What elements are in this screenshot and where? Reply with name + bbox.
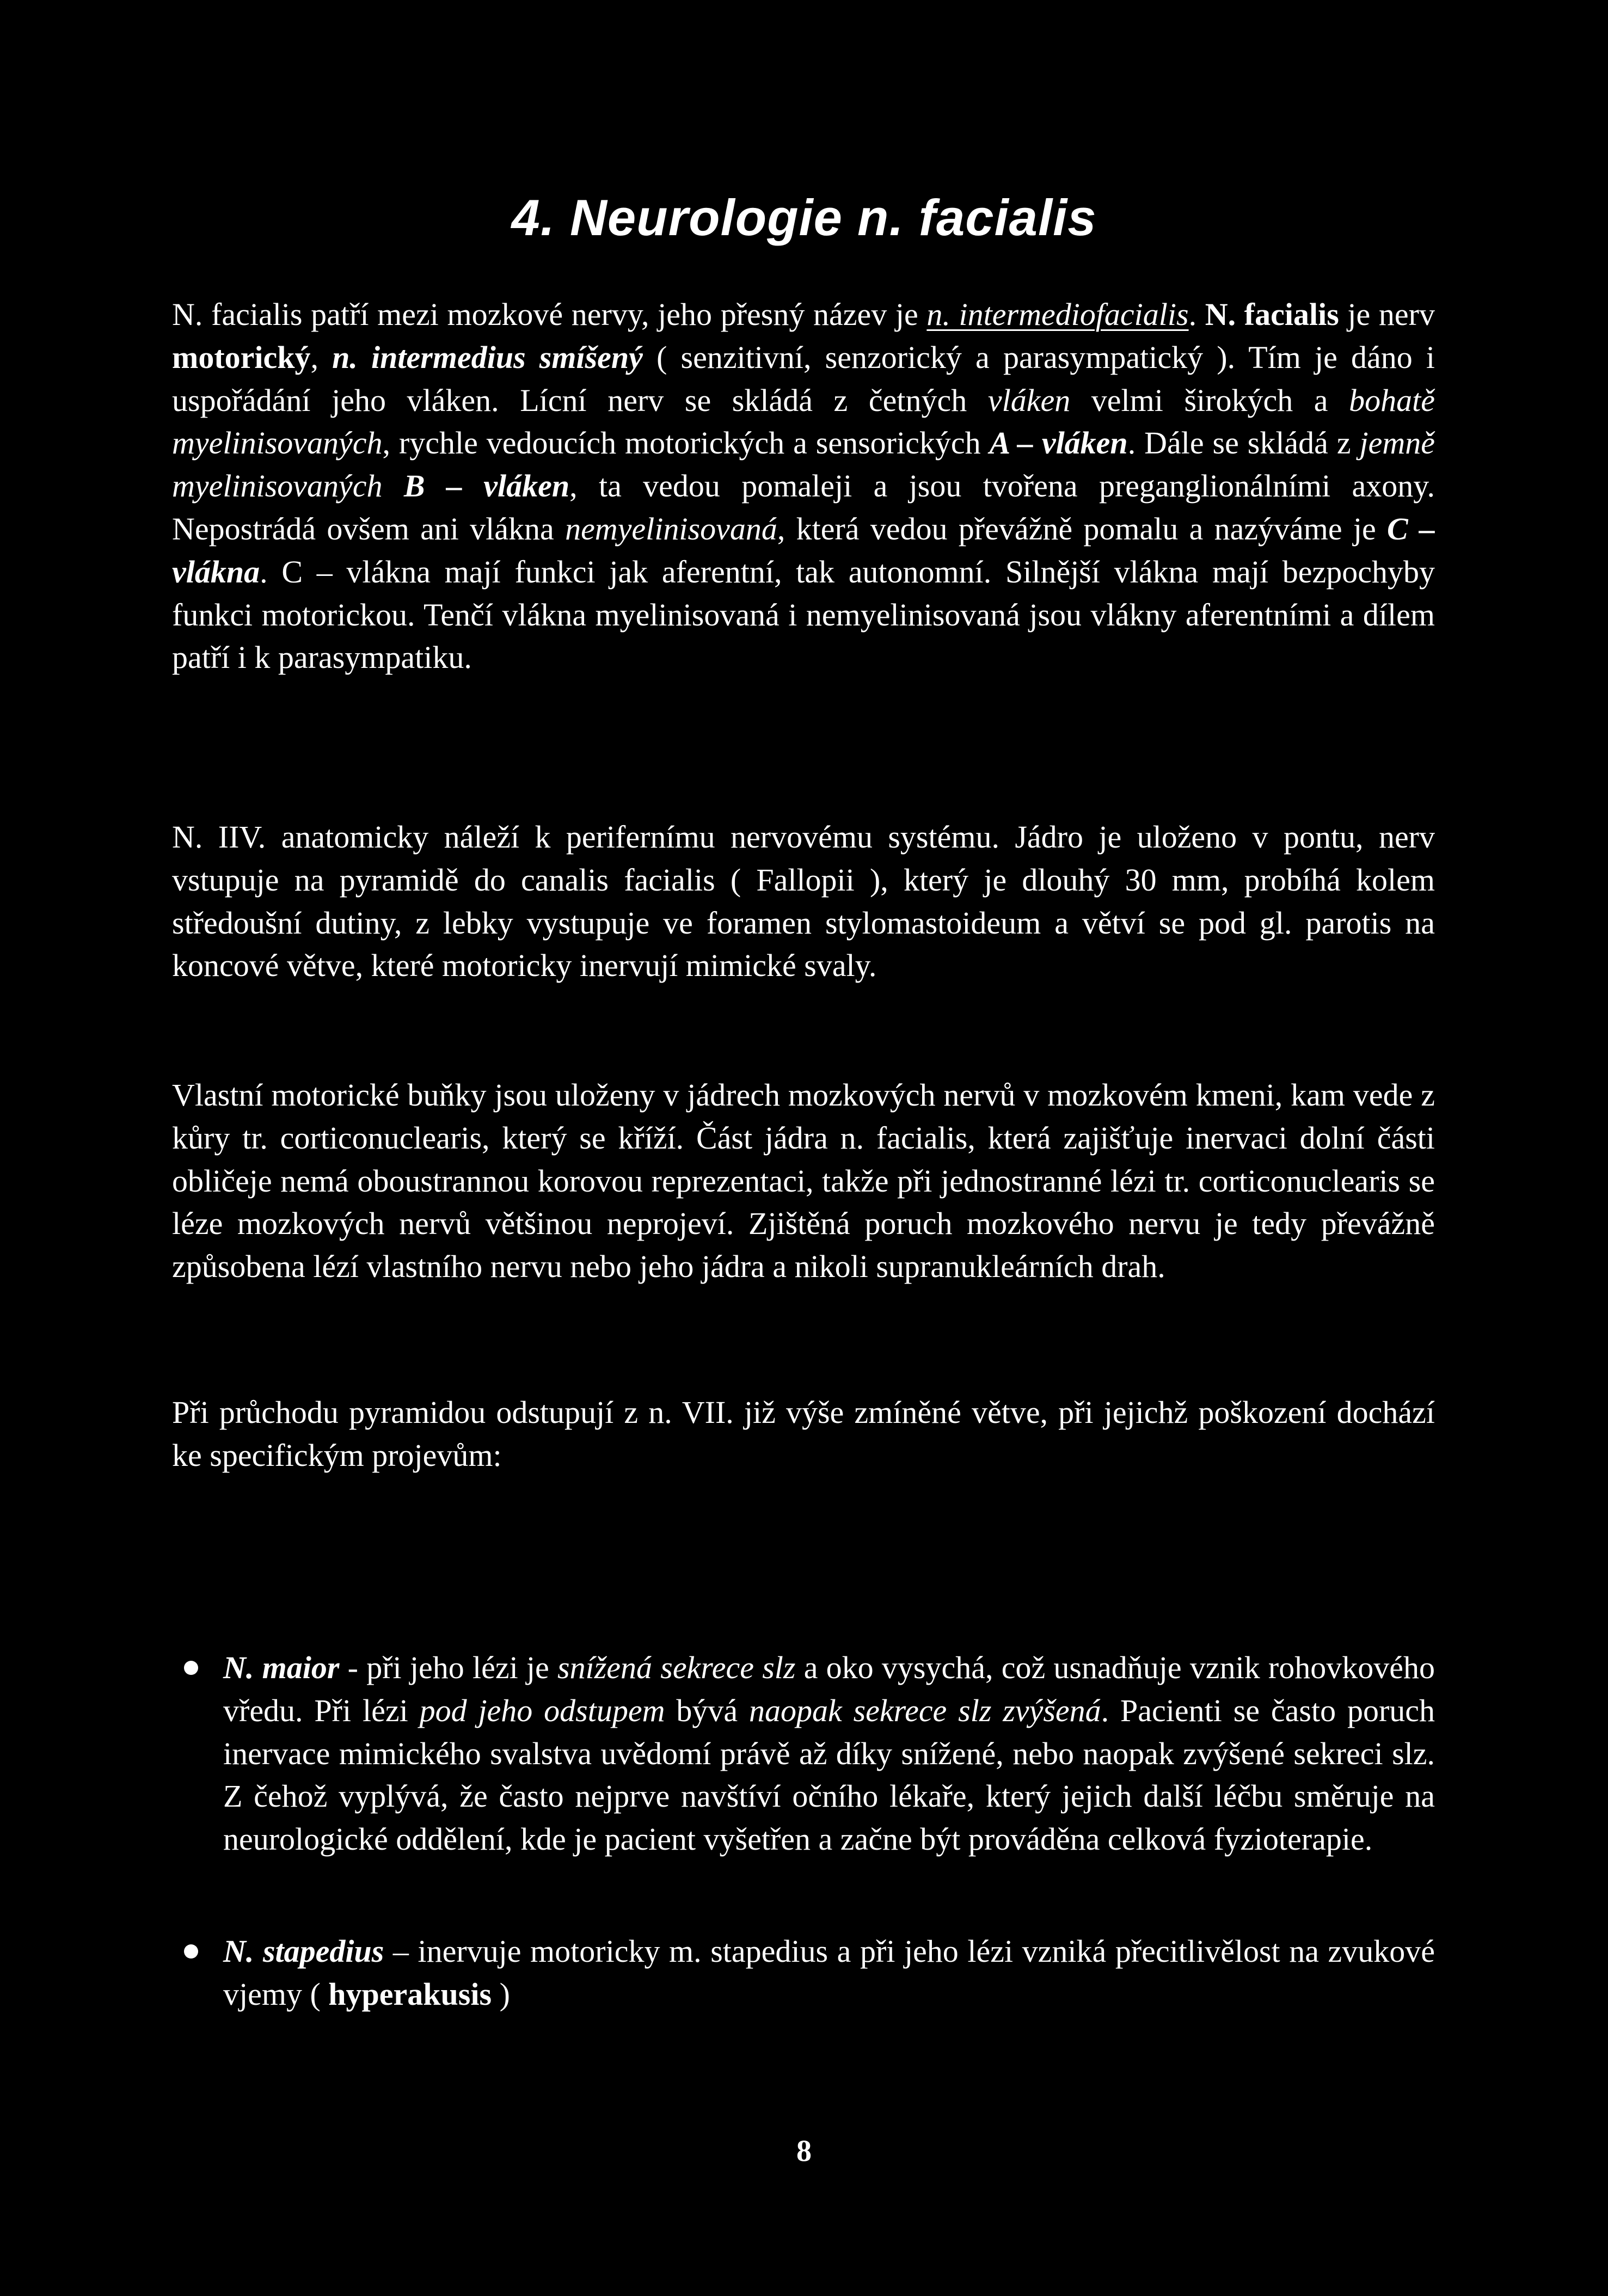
text-span: – inervuje motoricky m. stapedius a při jeho lézi vzniká přecitlivělost na zvukové vjemy ( (223, 1933, 1435, 2012)
paragraph-branches-intro: Při průchodu pyramidou odstupují z n. VII. již výše zmíněné větve, při jejichž poškození dochází ke specifickým projevům: (172, 1395, 1435, 1473)
text-span-bold: hyperakusis (328, 1976, 492, 2012)
text-span-italic: bohatě myelinisovaných (172, 382, 1435, 461)
text-span-bold-italic: A – vláken (989, 425, 1128, 461)
text-span: ) (492, 1976, 510, 2012)
text-span: , ta vedou pomaleji a jsou tvořena preganglionálními axony. Nepostrádá ovšem ani vlákna (172, 468, 1435, 547)
text-span-bold-italic: N. maior (223, 1650, 340, 1685)
text-span: bývá (665, 1692, 749, 1728)
text-span-bold-italic: N. stapedius (223, 1933, 384, 1969)
text-span-italic: nemyelinisovaná (565, 511, 777, 547)
text-span-italic-underlined: n. intermediofacialis (926, 297, 1189, 332)
text-span: je nerv (1339, 297, 1435, 332)
bullet-icon (184, 1661, 198, 1675)
paragraph-motor-cells: Vlastní motorické buňky jsou uloženy v jádrech mozkových nervů v mozkovém kmeni, kam vede z kůry tr. corticonuclearis, který se kříží. Část jádra n. facialis, která zajišťuje inervaci dolní části obličeje nemá oboustrannou korovou reprezentaci, takže při jednostranné lézi tr. corticonuclearis se léze mozkových nervů většinou neprojeví. Zjištěná poruch mozkového nervu je tedy převážně způsobena lézí vlastního nervu nebo jeho jádra a nikoli supranukleárních drah. (172, 1077, 1435, 1285)
text-span-italic: pod jeho odstupem (419, 1692, 665, 1728)
text-span: ( senzitivní, senzorický a parasympatický ). Tím je dáno i uspořádání jeho vláken. Lícní nerv se skládá z četných (172, 339, 1435, 418)
bullet-icon (184, 1944, 198, 1959)
text-span-italic: naopak sekrece slz zvýšená (748, 1692, 1101, 1728)
text-span: N. facialis patří mezi mozkové nervy, jeho přesný název je (172, 297, 927, 332)
text-span: . Dále se skládá z (1127, 425, 1360, 461)
branch-list (223, 1647, 1435, 2016)
text-span: . (1188, 297, 1197, 332)
text-span-bold-italic: C – vlákna (172, 511, 1435, 590)
text-span-bold: motorický (172, 339, 311, 375)
text-span: , která vedou převážně pomalu a nazýváme je (777, 511, 1388, 547)
text-span: . Pacienti se často poruch inervace mimického svalstva uvědomí právě až díky snížené, nebo naopak zvýšené sekreci slz. Z čehož vyplývá, že často nejprve navštíví očního lékaře, který jejich další léčbu směruje na neurologické oddělení, kde je pacient vyšetřen a začne být prováděna celková fyzioterapie. (223, 1692, 1435, 1857)
text-span-italic: vláken (987, 382, 1071, 418)
text-span-bold-italic: n. intermedius smíšený (332, 339, 643, 375)
text-span-italic: jemně myelinisovaných (172, 425, 1435, 504)
text-span-bold-italic: B – vláken (403, 468, 570, 504)
list-item (223, 1930, 1435, 2016)
page-title: 4. Neurologie n. facialis (511, 189, 1097, 246)
text-span: a oko vysychá, což usnadňuje vznik rohovkového vředu. Při lézi (223, 1650, 1435, 1728)
text-span: - při jeho lézi je (339, 1650, 558, 1685)
text-span: , (310, 339, 333, 375)
text-span: velmi širokých a (1070, 382, 1349, 418)
text-span: , rychle vedoucích motorických a sensorických (382, 425, 990, 461)
paragraph-intro (172, 293, 1435, 679)
paragraph-anatomy: N. IIV. anatomicky náleží k perifernímu nervovému systému. Jádro je uloženo v pontu, nerv vstupuje na pyramidě do canalis facialis ( Fallopii ), který je dlouhý 30 mm, probíhá kolem středoušní dutiny, z lebky vystupuje ve foramen stylomastoideum a větví se pod gl. parotis na koncové větve, které motoricky inervují mimické svaly. (172, 819, 1435, 984)
text-span: . C – vlákna mají funkci jak aferentní, tak autonomní. Silnější vlákna mají bezpochyby funkci motorickou. Tenčí vlákna myelinisovaná i nemyelinisovaná jsou vlákny aferentními a dílem patří i k parasympatiku. (172, 554, 1435, 676)
text-span-bold: N. facialis (1205, 297, 1339, 332)
list-item (223, 1647, 1435, 1861)
text-span-italic: snížená sekrece slz (557, 1650, 796, 1685)
page-number: 8 (796, 2134, 812, 2168)
